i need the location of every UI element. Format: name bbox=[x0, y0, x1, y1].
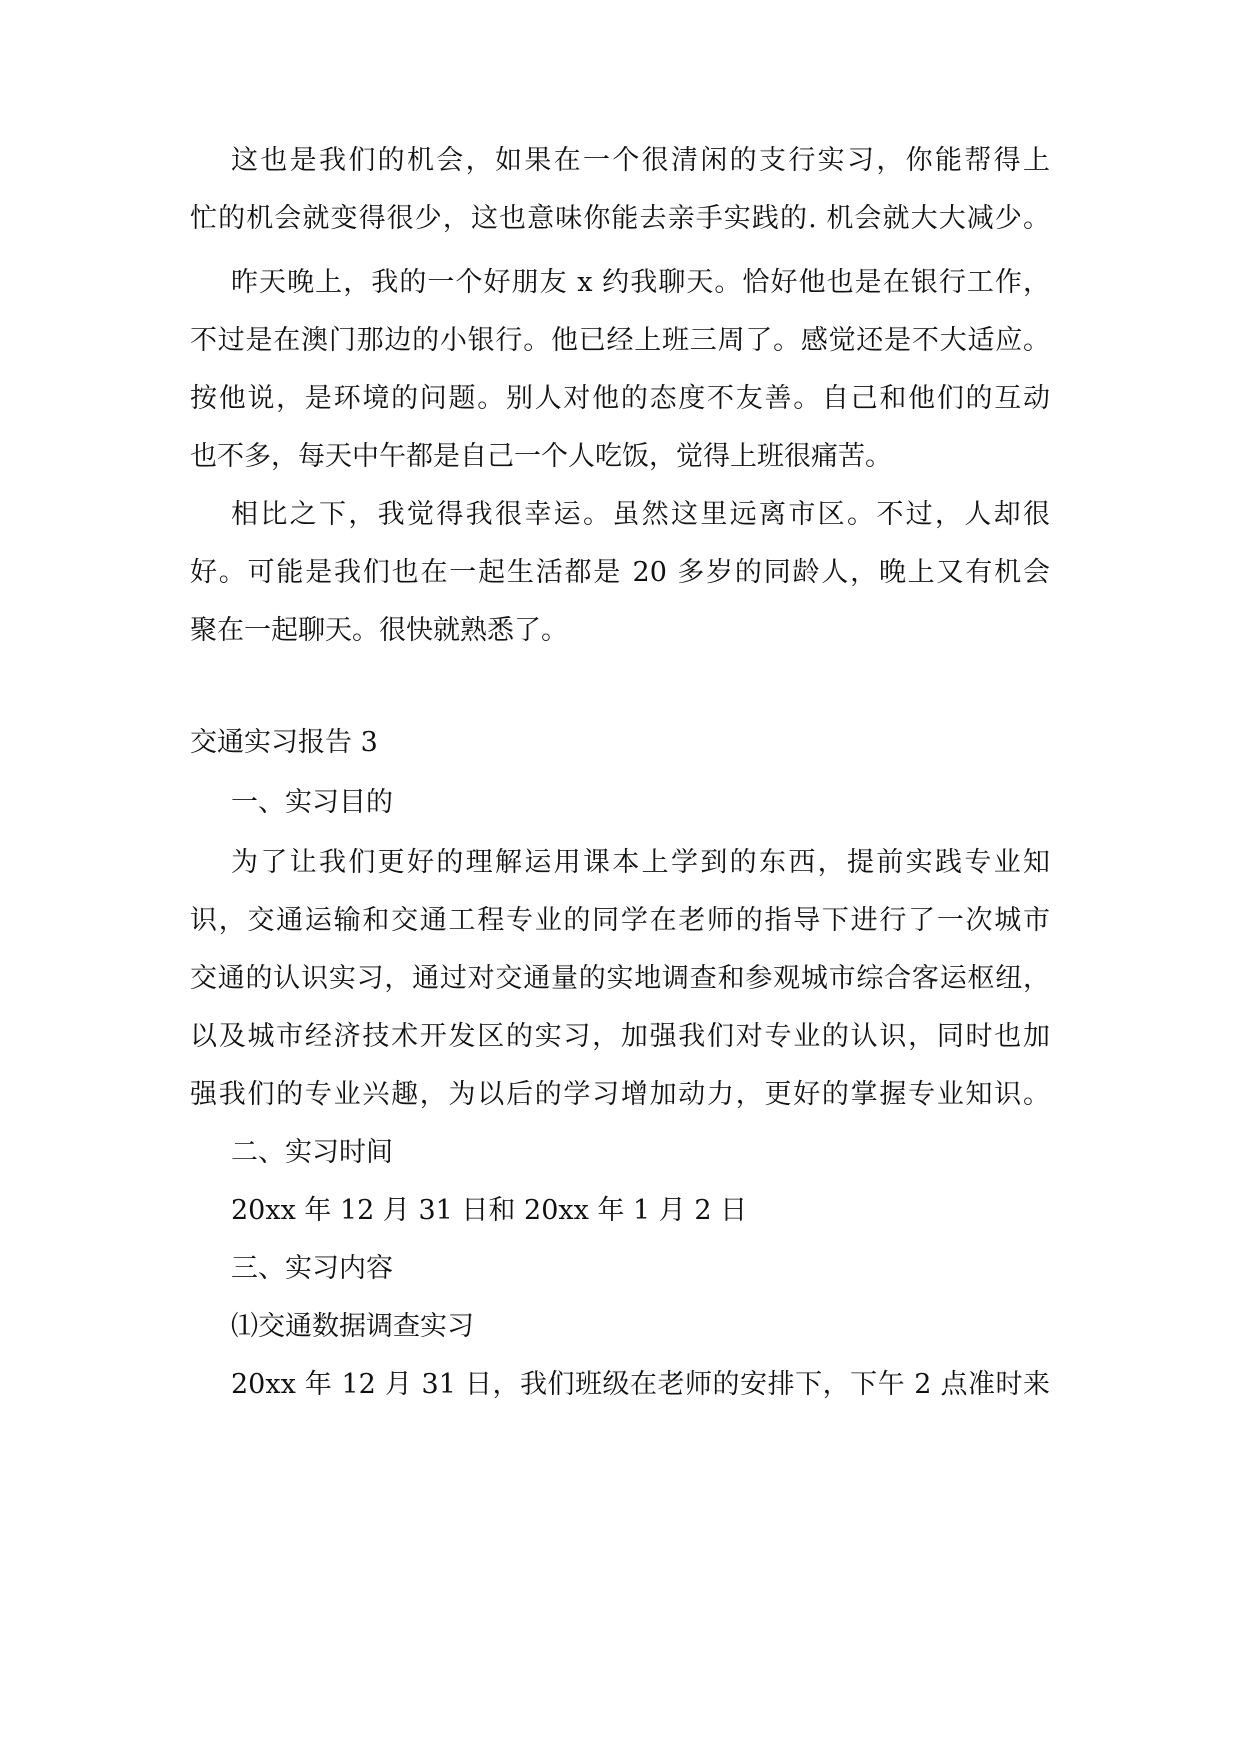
paragraph-line: 聚在一起聊天。很快就熟悉了。 bbox=[190, 615, 568, 646]
section-heading-time: 二、实习时间 bbox=[231, 1137, 393, 1168]
paragraph-line: 20xx 年 12 月 31 日，我们班级在老师的安排下，下午 2 点准时来 bbox=[231, 1369, 1050, 1400]
paragraph-line: 按他说，是环境的问题。别人对他的态度不友善。自己和他们的互动 bbox=[190, 383, 1050, 414]
paragraph-line: 强我们的专业兴趣，为以后的学习增加动力，更好的掌握专业知识。 bbox=[190, 1079, 1050, 1110]
paragraph-line: 昨天晚上，我的一个好朋友 x 约我聊天。恰好他也是在银行工作， bbox=[231, 267, 1050, 298]
paragraph-line: 为了让我们更好的理解运用课本上学到的东西，提前实践专业知 bbox=[231, 847, 1050, 878]
paragraph-line: 识，交通运输和交通工程专业的同学在老师的指导下进行了一次城市 bbox=[190, 905, 1050, 936]
paragraph-line: 好。可能是我们也在一起生活都是 20 多岁的同龄人，晚上又有机会 bbox=[190, 557, 1050, 588]
report-title: 交通实习报告 3 bbox=[190, 727, 378, 758]
paragraph-line: 也不多，每天中午都是自己一个人吃饭，觉得上班很痛苦。 bbox=[190, 441, 892, 472]
subsection-heading-traffic-survey: ⑴交通数据调查实习 bbox=[231, 1311, 474, 1342]
paragraph-line: 以及城市经济技术开发区的实习，加强我们对专业的认识，同时也加 bbox=[190, 1021, 1050, 1052]
paragraph-line: 相比之下，我觉得我很幸运。虽然这里远离市区。不过，人却很 bbox=[231, 499, 1050, 530]
paragraph-line: 交通的认识实习，通过对交通量的实地调查和参观城市综合客运枢纽， bbox=[190, 963, 1050, 994]
internship-dates: 20xx 年 12 月 31 日和 20xx 年 1 月 2 日 bbox=[231, 1195, 748, 1226]
paragraph-line: 这也是我们的机会，如果在一个很清闲的支行实习，你能帮得上 bbox=[231, 145, 1050, 176]
paragraph-line: 忙的机会就变得很少，这也意味你能去亲手实践的. 机会就大大减少。 bbox=[190, 203, 1050, 234]
paragraph-line: 不过是在澳门那边的小银行。他已经上班三周了。感觉还是不大适应。 bbox=[190, 325, 1050, 356]
section-heading-purpose: 一、实习目的 bbox=[231, 787, 393, 818]
section-heading-content: 三、实习内容 bbox=[231, 1253, 393, 1284]
